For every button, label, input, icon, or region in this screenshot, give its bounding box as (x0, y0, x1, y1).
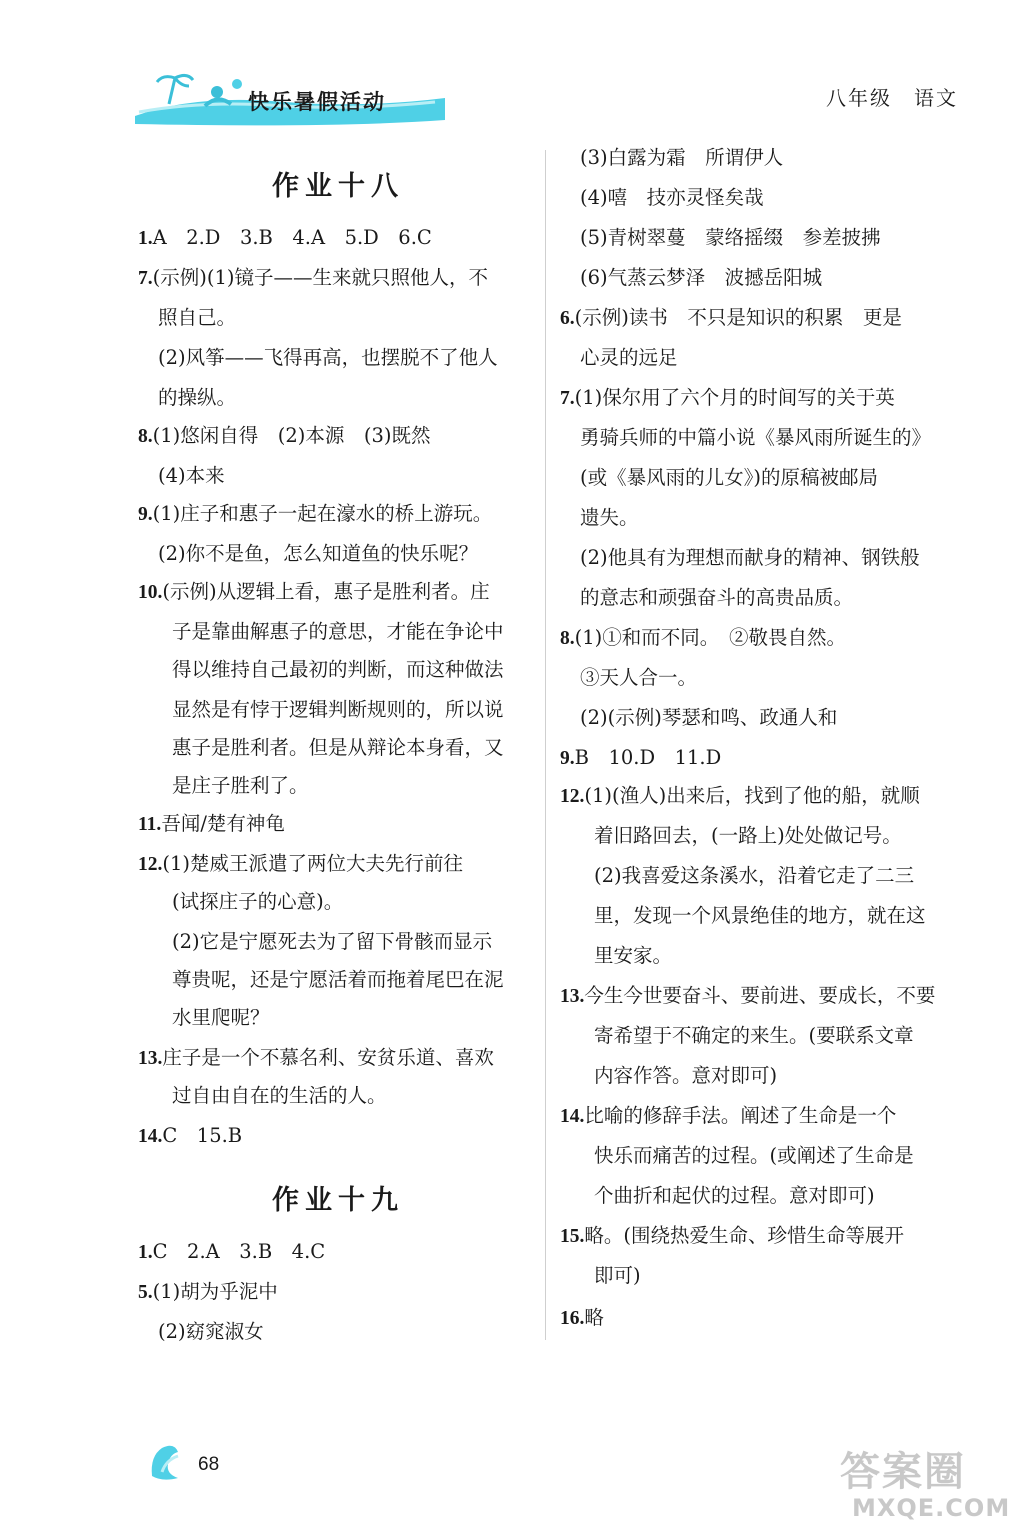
answer-line: 11.吾闻/楚有神龟 (138, 812, 285, 835)
answer-line: (4)本来 (158, 464, 225, 487)
answer-line: 7.(1)保尔用了六个月的时间写的关于英 (560, 386, 895, 409)
answer-line: 着旧路回去，(一路上)处处做记号。 (594, 824, 902, 847)
answer-line: (4)嘻 技亦灵怪矣哉 (580, 186, 764, 209)
answer-line: (3)白露为霜 所谓伊人 (580, 146, 784, 169)
answer-line: 寄希望于不确定的来生。(要联系文章 (594, 1024, 914, 1047)
answer-line: 13.庄子是一个不慕名利、安贫乐道、喜欢 (138, 1046, 494, 1069)
watermark-url: MXQE.COM (852, 1494, 1011, 1522)
answer-line: 12.(1)楚威王派遣了两位大夫先行前往 (138, 852, 463, 875)
answer-line: 子是靠曲解惠子的意思，才能在争论中 (172, 620, 504, 643)
answer-line: 10.(示例)从逻辑上看，惠子是胜利者。庄 (138, 580, 490, 603)
answer-line: (2)我喜爱这条溪水，沿着它走了二三 (594, 864, 915, 887)
header-grade-subject: 八年级 语文 (826, 86, 958, 110)
answer-line: 14.C 15.B (138, 1124, 243, 1147)
answer-line: 12.(1)(渔人)出来后，找到了他的船，就顺 (560, 784, 920, 807)
answer-line: 15.略。(围绕热爱生命、珍惜生命等展开 (560, 1224, 904, 1247)
answer-line: 9.B 10.D 11.D (560, 746, 722, 769)
answer-line: (2)你不是鱼，怎么知道鱼的快乐呢？ (158, 542, 479, 565)
page-number: 68 (198, 1454, 220, 1475)
answer-line: (6)气蒸云梦泽 波撼岳阳城 (580, 266, 823, 289)
answer-line: (2)(示例)琴瑟和鸣、政通人和 (580, 706, 838, 729)
answer-line: 的意志和顽强奋斗的高贵品质。 (580, 586, 854, 609)
answer-line: 1.A 2.D 3.B 4.A 5.D 6.C (138, 226, 432, 249)
answer-line: 8.(1)①和而不同。 ②敬畏自然。 (560, 626, 846, 649)
answer-line: ③天人合一。 (580, 666, 698, 689)
answer-line: 1.C 2.A 3.B 4.C (138, 1240, 326, 1263)
answer-line: 内容作答。意对即可) (594, 1064, 778, 1087)
answer-line: 遗失。 (580, 506, 639, 529)
answer-line: 快乐而痛苦的过程。(或阐述了生命是 (594, 1144, 914, 1167)
answer-line: 即可) (594, 1264, 641, 1287)
answer-line: 8.(1)悠闲自得 (2)本源 (3)既然 (138, 424, 431, 447)
answer-line: 勇骑兵师的中篇小说《暴风雨所诞生的》 (580, 426, 932, 449)
answer-line: 个曲折和起伏的过程。意对即可) (594, 1184, 875, 1207)
section-title-18: 作业十八 (272, 171, 404, 202)
answer-line: 得以维持自己最初的判断，而这种做法 (172, 658, 504, 681)
answer-line: 心灵的远足 (580, 346, 678, 369)
answer-line: 6.(示例)读书 不只是知识的积累 更是 (560, 306, 902, 329)
answer-line: 14.比喻的修辞手法。阐述了生命是一个 (560, 1104, 897, 1127)
answer-line: 7.(示例)(1)镜子——生来就只照他人，不 (138, 266, 488, 289)
answer-line: 的操纵。 (158, 386, 237, 409)
answer-line: (2)他具有为理想而献身的精神、钢铁般 (580, 546, 920, 569)
answer-line: 尊贵呢，还是宁愿活着而拖着尾巴在泥 (172, 968, 504, 991)
answer-line: 9.(1)庄子和惠子一起在濠水的桥上游玩。 (138, 502, 493, 525)
column-divider (545, 150, 546, 1340)
answer-line: (或《暴风雨的儿女》)的原稿被邮局 (580, 466, 878, 489)
answer-line: (5)青树翠蔓 蒙络摇缀 参差披拂 (580, 226, 881, 249)
answer-line: (试探庄子的心意)。 (172, 890, 344, 913)
answer-line: 里，发现一个风景绝佳的地方，就在这 (594, 904, 926, 927)
answer-line: 惠子是胜利者。但是从辩论本身看，又 (172, 736, 504, 759)
answer-line: (2)风筝——飞得再高，也摆脱不了他人 (158, 346, 498, 369)
answer-line: 13.今生今世要奋斗、要前进、要成长，不要 (560, 984, 936, 1007)
answer-line: 水里爬呢？ (172, 1006, 270, 1029)
answer-line: 显然是有悖于逻辑判断规则的，所以说 (172, 698, 504, 721)
footer-wave-icon (148, 1442, 194, 1486)
answer-line: 5.(1)胡为乎泥中 (138, 1280, 278, 1303)
answer-line: 16.略 (560, 1306, 604, 1329)
watermark (840, 1440, 1010, 1526)
answer-line: 里安家。 (594, 944, 673, 967)
answer-line: 是庄子胜利了。 (172, 774, 309, 797)
answer-line: 照自己。 (158, 306, 237, 329)
answer-line: 过自由自在的生活的人。 (172, 1084, 387, 1107)
answer-line: (2)窈窕淑女 (158, 1320, 264, 1343)
section-title-19: 作业十九 (272, 1185, 404, 1216)
answer-line: (2)它是宁愿死去为了留下骨骸而显示 (172, 930, 493, 953)
watermark-text: 答案圈 (840, 1449, 966, 1495)
header-title: 快乐暑假活动 (248, 90, 386, 114)
